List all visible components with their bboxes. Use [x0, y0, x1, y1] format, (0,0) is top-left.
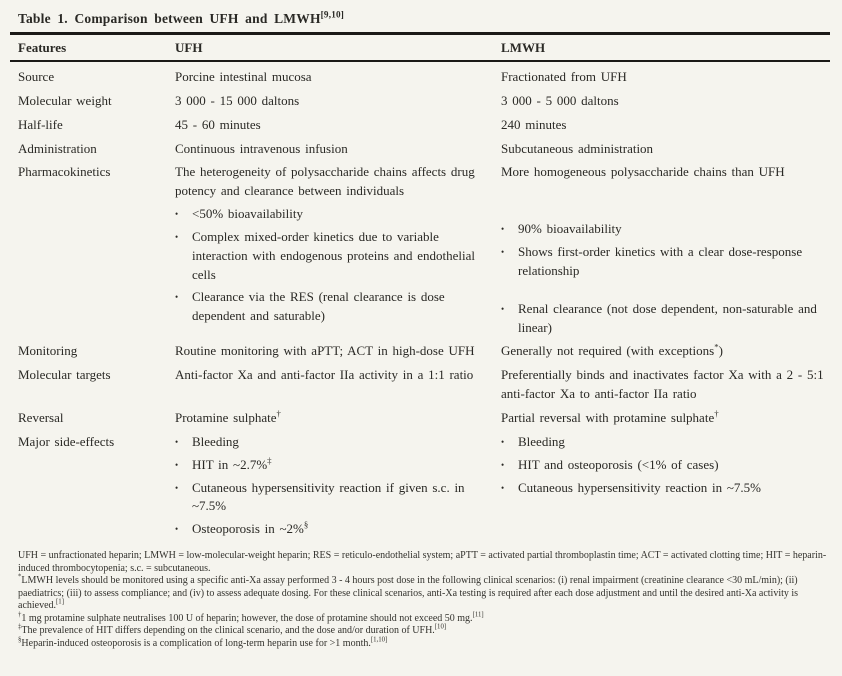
ufh-cell-text: Protamine sulphate† — [175, 408, 281, 425]
bullet-text: Bleeding — [518, 433, 565, 449]
list-item — [175, 479, 475, 517]
list-item — [175, 520, 475, 539]
lmwh-cell-text: Preferentially binds and inactivates factor Xa with a 2 - 5:1 anti-factor Xa to anti-factor IIa ratio — [501, 367, 824, 402]
lmwh-bullet-list — [501, 433, 830, 498]
feature-label: Monitoring — [18, 343, 78, 359]
feature-label: Administration — [18, 140, 97, 156]
lmwh-cell-text: Fractionated from UFH — [501, 69, 627, 84]
footnote-marker: † — [276, 408, 281, 419]
feature-label: Half-life — [18, 116, 63, 132]
lmwh-cell-text: Generally not required (with exceptions*) — [501, 342, 723, 359]
bullet-icon: • — [501, 436, 505, 447]
bullet-text: Renal clearance (not dose dependent, non-saturable and linear) — [518, 300, 817, 335]
title-citation-ref: [9,10] — [320, 9, 345, 20]
list-item — [501, 243, 830, 281]
table-row-reversal — [18, 407, 830, 431]
citation-ref: [1] — [56, 598, 64, 606]
bullet-icon: • — [501, 303, 505, 314]
feature-label: Source — [18, 69, 55, 84]
footnote-marker: § — [18, 636, 22, 644]
lmwh-cell-text: Partial reversal with protamine sulphate† — [501, 408, 719, 425]
lmwh-cell-text: Subcutaneous administration — [501, 140, 654, 156]
bullet-icon: • — [501, 459, 505, 470]
bullet-text: Bleeding — [192, 433, 239, 449]
footnotes — [10, 542, 830, 650]
bullet-text: Clearance via the RES (renal clearance is dose dependent and saturable) — [192, 289, 445, 324]
bullet-icon: • — [175, 482, 179, 493]
ufh-cell-text: 3 000 - 15 000 daltons — [175, 92, 300, 108]
footnote-marker: † — [18, 611, 22, 619]
ufh-cell-text: Anti-factor Xa and anti-factor IIa activity in a 1:1 ratio — [175, 367, 474, 383]
lmwh-cell-text: 3 000 - 5 000 daltons — [501, 92, 619, 108]
feature-label: Pharmacokinetics — [18, 164, 111, 180]
footnote-marker: † — [714, 408, 719, 419]
citation-ref: [11] — [472, 611, 484, 619]
feature-label: Reversal — [18, 409, 64, 425]
lmwh-cell-text: 240 minutes — [501, 116, 567, 132]
bullet-text: Complex mixed-order kinetics due to variable interaction with endogenous proteins and endothelial cells — [192, 228, 475, 282]
footnote-protamine: †1 mg protamine sulphate neutralises 100 U of heparin; however, the dose of protamine should not exceed 50 mg.[11] — [18, 611, 484, 624]
ufh-bullet-list — [175, 433, 475, 539]
column-header-features: Features — [18, 40, 67, 55]
bullet-text: Osteoporosis in ~2%§ — [192, 519, 309, 537]
list-item — [175, 456, 475, 475]
bullet-icon: • — [175, 459, 179, 470]
table-row-molecular-targets — [18, 364, 830, 407]
footnote-marker: § — [303, 519, 309, 530]
footnote-osteoporosis: §Heparin-induced osteoporosis is a complication of long-term heparin use for >1 month.[1,10] — [18, 636, 388, 649]
table-row-half-life — [18, 114, 830, 138]
table-row-administration — [18, 138, 830, 162]
bullet-icon: • — [175, 209, 179, 220]
bullet-icon: • — [175, 292, 179, 303]
bullet-icon: • — [501, 482, 505, 493]
table-row-pharmacokinetics — [18, 161, 830, 340]
list-item — [175, 288, 475, 326]
list-item — [175, 205, 475, 224]
column-header-ufh: UFH — [175, 40, 203, 55]
column-header-lmwh: LMWH — [501, 40, 546, 55]
table-row-source — [18, 66, 830, 90]
footnote-abbreviations: UFH = unfractionated heparin; LMWH = low-molecular-weight heparin; RES = reticulo-endothelial system; aPTT = activated partial thromboplastin time; ACT = activated clotting time; HIT = heparin-induced thrombocytopenia; s.c. = subcutaneous. — [18, 550, 827, 574]
feature-label: Molecular weight — [18, 92, 112, 108]
list-item — [501, 433, 830, 452]
ufh-cell-text: The heterogeneity of polysaccharide chains affects drug potency and clearance between individuals — [175, 164, 475, 199]
lmwh-cell-text: More homogeneous polysaccharide chains than UFH — [501, 164, 785, 180]
bullet-text: HIT and osteoporosis (<1% of cases) — [518, 456, 719, 472]
bullet-text: Cutaneous hypersensitivity reaction in ~7.5% — [518, 479, 762, 495]
bullet-icon: • — [175, 436, 179, 447]
bullet-text: <50% bioavailability — [192, 206, 304, 222]
bullet-icon: • — [175, 524, 179, 535]
list-item — [501, 220, 830, 239]
bullet-text: Cutaneous hypersensitivity reaction if given s.c. in ~7.5% — [192, 479, 465, 514]
footnote-marker: * — [18, 573, 22, 581]
list-item — [175, 228, 475, 285]
footnote-marker: * — [714, 342, 719, 353]
table-row-major-side-effects — [18, 431, 830, 542]
table-row-monitoring — [18, 340, 830, 364]
table-title-text: Table 1. Comparison between UFH and LMWH — [18, 11, 321, 26]
feature-label: Molecular targets — [18, 367, 111, 383]
ufh-cell-text: Continuous intravenous infusion — [175, 140, 348, 156]
bullet-icon: • — [501, 224, 505, 235]
bullet-text: Shows first-order kinetics with a clear dose-response relationship — [518, 244, 803, 278]
lmwh-bullet-list — [501, 220, 830, 337]
citation-ref: [1,10] — [370, 636, 388, 644]
bullet-icon: • — [501, 247, 505, 258]
table-header-row — [10, 35, 830, 62]
footnote-marker: ‡ — [18, 623, 22, 631]
ufh-cell-text: 45 - 60 minutes — [175, 116, 261, 132]
footnote-anti-xa-monitoring: *LMWH levels should be monitored using a specific anti-Xa assay performed 3 - 4 hours post dose in the following clinical scenarios: (i) renal impairment (creatinine clearance <30 mL/min); (ii) paediatrics; (iii) to assess compliance; and (iv) to assess adequate dosing. For these clinical scenarios, anti-Xa testing is required after each dose adjustment and until the desired anti-Xa activity is achieved.[1] — [18, 573, 799, 612]
bullet-icon: • — [175, 231, 179, 242]
table-row-molecular-weight — [18, 90, 830, 114]
bullet-text: 90% bioavailability — [518, 221, 622, 237]
feature-label: Major side-effects — [18, 433, 115, 449]
list-item — [501, 300, 830, 338]
table-title — [10, 8, 830, 35]
citation-ref: [10] — [434, 623, 447, 631]
footnote-marker: ‡ — [267, 455, 272, 466]
list-item — [501, 456, 830, 475]
bullet-text: HIT in ~2.7%‡ — [192, 455, 272, 472]
ufh-cell-text: Routine monitoring with aPTT; ACT in high-dose UFH — [175, 343, 475, 359]
table-body — [10, 62, 830, 542]
ufh-bullet-list — [175, 205, 475, 326]
list-item — [501, 479, 830, 498]
ufh-cell-text: Porcine intestinal mucosa — [175, 69, 312, 84]
footnote-hit-prevalence: ‡The prevalence of HIT differs depending on the clinical scenario, and the dose and/or duration of UFH.[10] — [18, 623, 447, 637]
list-item — [175, 433, 475, 452]
